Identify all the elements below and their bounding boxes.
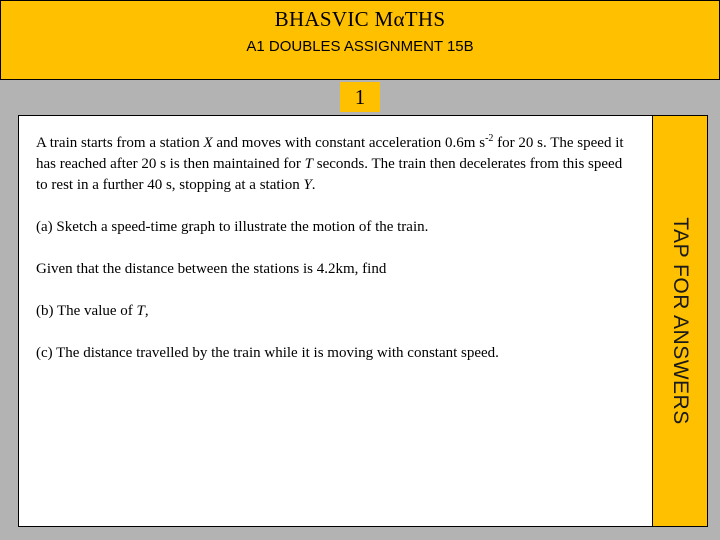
intro-text-3: for 20 s. The speed it has reached after 20 s is then maintained for: [36, 135, 624, 172]
part-b-text: (b) The value of: [36, 303, 137, 319]
intro-text-4: seconds. The train then decelerates from this speed to rest in a further 40 s, stopping at a station: [36, 156, 623, 193]
question-content: [36, 133, 636, 364]
question-number: 1: [354, 85, 366, 109]
question-number-box: [340, 82, 380, 112]
part-a: (a) Sketch a speed-time graph to illustrate the motion of the train.: [36, 219, 429, 235]
part-b-end: ,: [144, 303, 149, 319]
part-b: [36, 301, 636, 322]
question-intro: [36, 133, 636, 196]
header-banner: [0, 0, 720, 80]
exponent: -2: [485, 133, 494, 144]
tap-for-answers-label: TAP FOR ANSWERS: [669, 217, 692, 425]
tap-for-answers-button[interactable]: [652, 115, 708, 527]
intro-text-5: .: [311, 177, 316, 193]
intro-text-1: A train starts from a station: [36, 135, 204, 151]
station-y: Y: [303, 177, 312, 193]
header-title: BHASVIC MαTHS: [274, 7, 446, 31]
part-b-variable-t: T: [136, 303, 145, 319]
intro-text-2: and moves with constant acceleration 0.6m s: [212, 135, 486, 151]
station-x: X: [203, 135, 213, 151]
given-statement: Given that the distance between the stations is 4.2km, find: [36, 261, 387, 277]
part-c: (c) The distance travelled by the train while it is moving with constant speed.: [36, 345, 499, 361]
variable-t: T: [304, 156, 313, 172]
header-subtitle: A1 DOUBLES ASSIGNMENT 15B: [246, 38, 474, 55]
